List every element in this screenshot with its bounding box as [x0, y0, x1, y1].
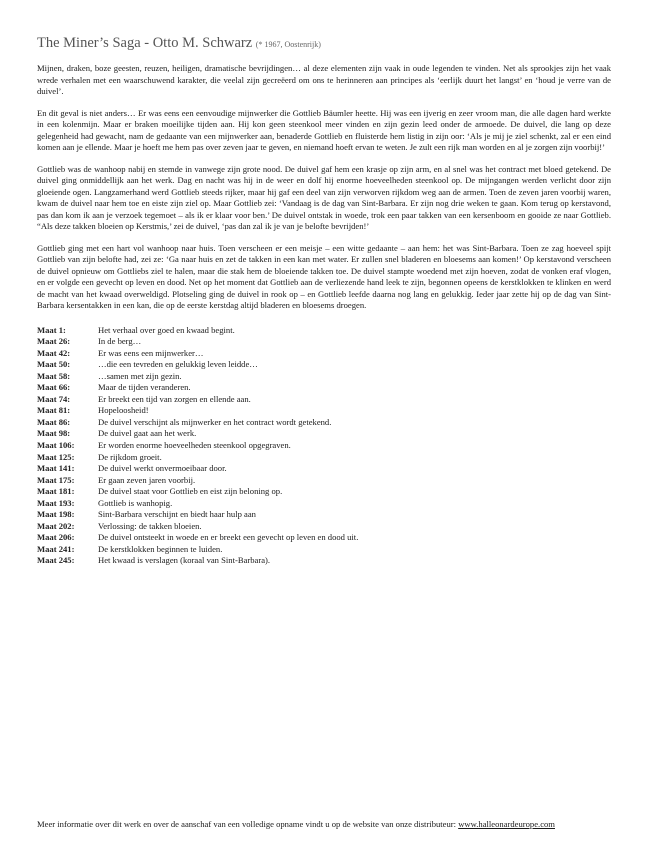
measure-label: Maat 193: — [37, 497, 75, 508]
measure-row — [37, 359, 611, 371]
measure-row — [37, 555, 611, 567]
measure-label: Maat 26: — [37, 336, 71, 347]
measure-description: De duivel ontsteekt in woede en er breekt een gevecht op leven en dood uit. — [98, 532, 359, 543]
measure-row — [37, 405, 611, 417]
measure-description: De duivel staat voor Gottlieb en eist zijn beloning op. — [98, 486, 283, 497]
measure-row — [37, 371, 611, 383]
measure-label: Maat 202: — [37, 520, 75, 531]
measure-description: …samen met zijn gezin. — [98, 370, 182, 381]
intro-paragraph: Mijnen, draken, boze geesten, reuzen, heiligen, dramatische bevrijdingen… al deze elementen zijn vaak in oude legenden te vinden. Net als sprookjes zijn het vaak wrede verhalen met een waarschuwend karakter, die veelal zijn gecreëerd om ons te herinneren aan principes als ‘eerlijk duurt het langst’ en ‘houd je verre van de duivel’. — [37, 63, 611, 96]
measure-row — [37, 532, 611, 544]
measure-label: Maat 241: — [37, 543, 75, 554]
measure-description: Het kwaad is verslagen (koraal van Sint-Barbara). — [98, 555, 271, 566]
measure-description: Maar de tijden veranderen. — [98, 382, 191, 393]
measure-label: Maat 198: — [37, 509, 75, 520]
measure-description: De duivel werkt onvermoeibaar door. — [98, 463, 227, 474]
measure-row — [37, 452, 611, 464]
measure-description: Het verhaal over goed en kwaad begint. — [98, 324, 235, 335]
measure-row — [37, 325, 611, 337]
story-paragraph-2: Gottlieb was de wanhoop nabij en stemde in vanwege zijn grote nood. De duivel gaf hem een krasje op zijn arm, en al snel was het contract met bloed getekend. De duivel ging onmiddellijk aan het werk. Dag en nacht was hij in de weer en dolf hij enorme hoeveelheden steenkool op. De mijngangen werden verlicht door zijn gloeiende ogen. Langzamerhand werd Gottlieb steeds rijker, maar hij gaf een deel van zijn verworven rijkdom weg aan de armen. Toen de zeven jaren voorbij waren, kwam de duivel naar hem toe en eiste zijn ziel op. Maar Gottlieb zei: ‘Vandaag is de dag van Sint-Barbara. Er zijn nog drie weken te gaan. Kom terug op kerstavond, pas dan kom ik aan je verzoek tegemoet – als ik er klaar voor ben.’ De duivel ontstak in woede, trok een paar takken van een kersenboom en gooide ze naar Gottlieb. “Als deze takken bloeien op Kerstmis,’ zei de duivel, ‘pas dan zal ik je van je belofte bevrijden!’ — [37, 163, 611, 231]
footer-text: Meer informatie over dit werk en over de aanschaf van een volledige opname vindt u op de website van onze distributeur: — [37, 819, 459, 829]
measure-description: …die een tevreden en gelukkig leven leidde… — [98, 359, 258, 370]
measure-row — [37, 475, 611, 487]
measure-label: Maat 175: — [37, 474, 75, 485]
measure-description: Er was eens een mijnwerker… — [98, 347, 204, 358]
measure-row — [37, 440, 611, 452]
measure-label: Maat 106: — [37, 439, 75, 450]
measure-description: Er breekt een tijd van zorgen en ellende aan. — [98, 393, 251, 404]
measure-label: Maat 98: — [37, 428, 71, 439]
measure-row — [37, 336, 611, 348]
measure-label: Maat 206: — [37, 532, 75, 543]
measure-label: Maat 81: — [37, 405, 71, 416]
measure-description: Sint-Barbara verschijnt en biedt haar hulp aan — [98, 509, 256, 520]
title-text: The Miner’s Saga - Otto M. Schwarz — [37, 35, 253, 51]
footer-note — [37, 819, 611, 829]
measure-row — [37, 382, 611, 394]
measure-row — [37, 486, 611, 498]
measure-label: Maat 1: — [37, 324, 66, 335]
measure-description: Hopeloosheid! — [98, 405, 149, 416]
measure-description: In de berg… — [98, 336, 142, 347]
document-page — [37, 34, 611, 567]
measure-row — [37, 394, 611, 406]
story-paragraph-1: En dit geval is niet anders… Er was eens een eenvoudige mijnwerker die Gottlieb Bäumler heette. Hij was een ijverig en zeer vroom man, die alle dagen hard werkte in een kolenmijn. Maar er braken moeilijke tijden aan. Hij kon geen steenkool meer vinden en zijn gezin leed onder de armoede. De duivel, die lang op deze gelegenheid had gewacht, nam de gedaante van een mijnwerker aan, benaderde Gottlieb en fluisterde hem listig in zijn oor: ‘Als je mij je ziel schenkt, zal er een eind komen aan je ellende. Maar je hoeft me hem pas over zeven jaar te geven, en niemand hoeft ervan te weten. Je zult een rijk man worden en al je zorgen zijn voorbij!’ — [37, 107, 611, 152]
measure-label: Maat 181: — [37, 486, 75, 497]
measure-row — [37, 417, 611, 429]
measure-row — [37, 544, 611, 556]
distributor-link[interactable]: www.halleonardeurope.com — [458, 819, 555, 829]
measure-label: Maat 42: — [37, 347, 71, 358]
measure-list — [37, 325, 611, 567]
measure-description: De duivel gaat aan het werk. — [98, 428, 197, 439]
measure-row — [37, 348, 611, 360]
measure-description: De rijkdom groeit. — [98, 451, 162, 462]
measure-label: Maat 245: — [37, 555, 75, 566]
measure-row — [37, 498, 611, 510]
measure-row — [37, 509, 611, 521]
measure-description: Er worden enorme hoeveelheden steenkool opgegraven. — [98, 439, 291, 450]
measure-label: Maat 74: — [37, 393, 71, 404]
page-title — [37, 34, 611, 54]
measure-description: De kerstklokken beginnen te luiden. — [98, 543, 223, 554]
measure-row — [37, 521, 611, 533]
story-paragraph-3: Gottlieb ging met een hart vol wanhoop naar huis. Toen verscheen er een meisje – een witte gedaante – aan hem: het was Sint-Barbara. Toen ze zag hoeveel spijt Gottlieb van zijn belofte had, zei ze: ‘Ga naar huis en zet de takken in een kan met water. Er zullen snel bladeren en bloesems aan komen!’ Op kerstavond verscheen de duivel opnieuw om Gottliebs ziel te halen, maar die stak hem de bloeiende takken toe. De duivel stampte woedend met zijn hoeven, zodat de vonken eraf vlogen, en er volgde een gevecht op leven en dood. Net op het moment dat Gottlieb aan de verliezende hand leek te zijn, begonnen opeens de kerstklokken te klinken en werd de macht van het kwaad overweldigd. Plotseling ging de duivel in rook op – en Gottlieb leefde daarna nog lang en gelukkig. Ieder jaar zette hij op de dag van Sint-Barbara kersentakken in een kan, die op de eerste kerstdag altijd bladeren en bloesems droegen. — [37, 242, 611, 310]
measure-description: Er gaan zeven jaren voorbij. — [98, 474, 196, 485]
measure-label: Maat 141: — [37, 463, 75, 474]
measure-description: Gottlieb is wanhopig. — [98, 497, 173, 508]
measure-label: Maat 58: — [37, 370, 71, 381]
measure-description: Verlossing: de takken bloeien. — [98, 520, 202, 531]
measure-row — [37, 428, 611, 440]
composer-info: (* 1967, Oostenrijk) — [255, 40, 321, 49]
measure-label: Maat 86: — [37, 416, 71, 427]
measure-label: Maat 125: — [37, 451, 75, 462]
measure-description: De duivel verschijnt als mijnwerker en het contract wordt getekend. — [98, 416, 332, 427]
measure-label: Maat 50: — [37, 359, 71, 370]
measure-row — [37, 463, 611, 475]
measure-label: Maat 66: — [37, 382, 71, 393]
